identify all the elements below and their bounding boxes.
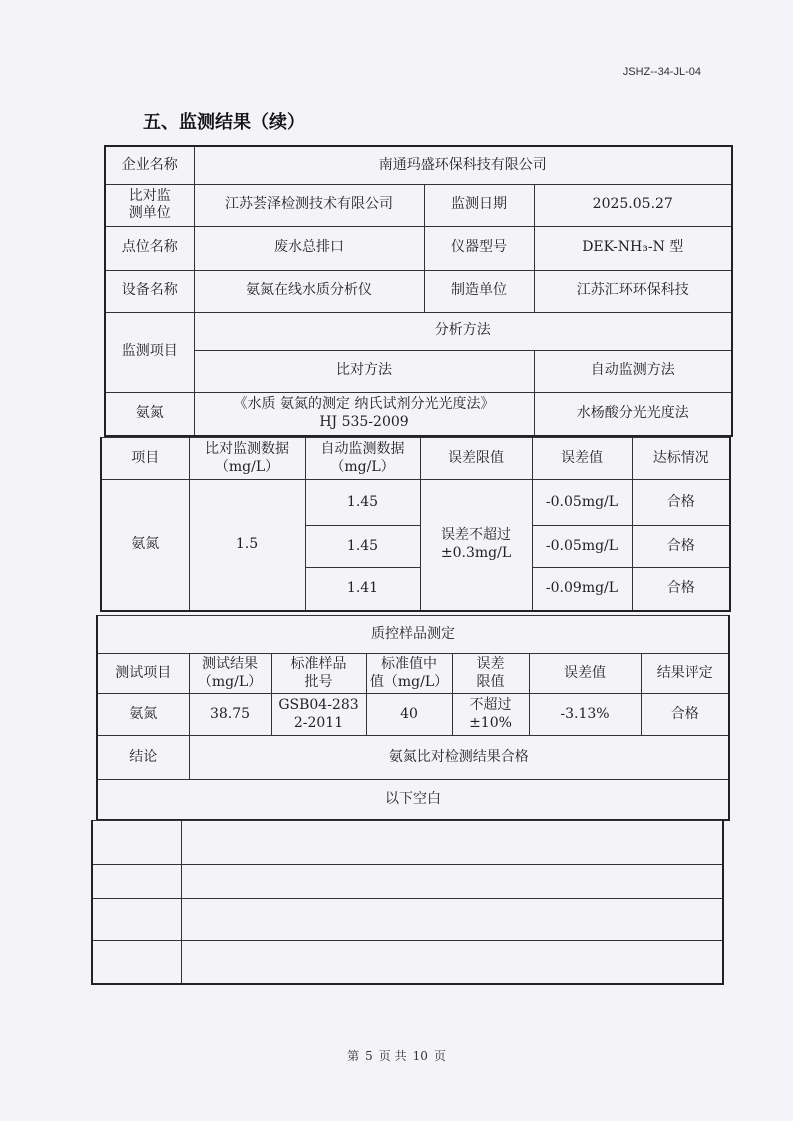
- blank-cell: [181, 941, 723, 984]
- company-value: 南通玛盛环保科技有限公司: [194, 146, 732, 184]
- error-value-2: -0.05mg/L: [532, 526, 632, 568]
- qc-col-limit: 误差 限值: [452, 654, 529, 694]
- section-title: 五、监测结果（续）: [143, 112, 305, 133]
- date-value: 2025.05.27: [534, 184, 732, 226]
- document-id: JSHZ--34-JL-04: [622, 66, 701, 78]
- comparison-limit: 误差不超过 ±0.3mg/L: [420, 480, 532, 611]
- company-label: 企业名称: [105, 146, 194, 184]
- comparison-item: 氨氮: [101, 480, 189, 611]
- qc-std: 40: [366, 694, 452, 736]
- qc-col-error: 误差值: [529, 654, 641, 694]
- compare-method-value: 《水质 氨氮的测定 纳氏试剂分光光度法》 HJ 535-2009: [194, 392, 534, 436]
- point-label: 点位名称: [105, 226, 194, 270]
- blank-table: [91, 820, 724, 985]
- col-item: 项目: [101, 438, 189, 480]
- blank-cell: [92, 941, 181, 984]
- qc-limit: 不超过 ±10%: [452, 694, 529, 736]
- qc-col-result: 测试结果 （mg/L）: [189, 654, 271, 694]
- status-2: 合格: [632, 526, 730, 568]
- qc-error: -3.13%: [529, 694, 641, 736]
- status-3: 合格: [632, 568, 730, 611]
- blank-cell: [92, 899, 181, 941]
- col-auto-data: 自动监测数据 （mg/L）: [305, 438, 420, 480]
- conclusion-value: 氨氮比对检测结果合格: [189, 736, 729, 780]
- model-label: 仪器型号: [424, 226, 534, 270]
- model-value: DEK-NH₃-N 型: [534, 226, 732, 270]
- blank-cell: [181, 865, 723, 899]
- basic-info-table: [104, 145, 733, 437]
- blank-cell: [181, 821, 723, 865]
- auto-value-3: 1.41: [305, 568, 420, 611]
- status-1: 合格: [632, 480, 730, 526]
- unit-value: 江苏荟泽检测技术有限公司: [194, 184, 424, 226]
- error-value-3: -0.09mg/L: [532, 568, 632, 611]
- auto-value-1: 1.45: [305, 480, 420, 526]
- col-status: 达标情况: [632, 438, 730, 480]
- item-label: 监测项目: [105, 312, 194, 392]
- date-label: 监测日期: [424, 184, 534, 226]
- device-label: 设备名称: [105, 270, 194, 312]
- conclusion-label: 结论: [97, 736, 189, 780]
- comparison-compare-value: 1.5: [189, 480, 305, 611]
- comparison-table: [100, 437, 731, 612]
- page-footer: 第 5 页 共 10 页: [347, 1049, 446, 1063]
- qc-col-eval: 结果评定: [641, 654, 729, 694]
- qc-table: [96, 615, 730, 821]
- compare-method-label: 比对方法: [194, 350, 534, 392]
- col-compare-data: 比对监测数据 （mg/L）: [189, 438, 305, 480]
- auto-method-value: 水杨酸分光光度法: [534, 392, 732, 436]
- unit-label: 比对监 测单位: [105, 184, 194, 226]
- col-limit: 误差限值: [420, 438, 532, 480]
- qc-col-batch: 标准样品 批号: [271, 654, 366, 694]
- device-value: 氨氮在线水质分析仪: [194, 270, 424, 312]
- blank-cell: [92, 865, 181, 899]
- error-value-1: -0.05mg/L: [532, 480, 632, 526]
- qc-title: 质控样品测定: [97, 616, 729, 654]
- auto-method-label: 自动监测方法: [534, 350, 732, 392]
- qc-result: 38.75: [189, 694, 271, 736]
- qc-col-item: 测试项目: [97, 654, 189, 694]
- ammonia-label: 氨氮: [105, 392, 194, 436]
- auto-value-2: 1.45: [305, 526, 420, 568]
- maker-value: 江苏汇环环保科技: [534, 270, 732, 312]
- point-value: 废水总排口: [194, 226, 424, 270]
- qc-item: 氨氮: [97, 694, 189, 736]
- blank-note: 以下空白: [97, 780, 729, 820]
- method-label: 分析方法: [194, 312, 732, 350]
- qc-eval: 合格: [641, 694, 729, 736]
- qc-col-std: 标准值中 值（mg/L）: [366, 654, 452, 694]
- blank-cell: [92, 821, 181, 865]
- col-error: 误差值: [532, 438, 632, 480]
- qc-batch: GSB04-283 2-2011: [271, 694, 366, 736]
- maker-label: 制造单位: [424, 270, 534, 312]
- blank-cell: [181, 899, 723, 941]
